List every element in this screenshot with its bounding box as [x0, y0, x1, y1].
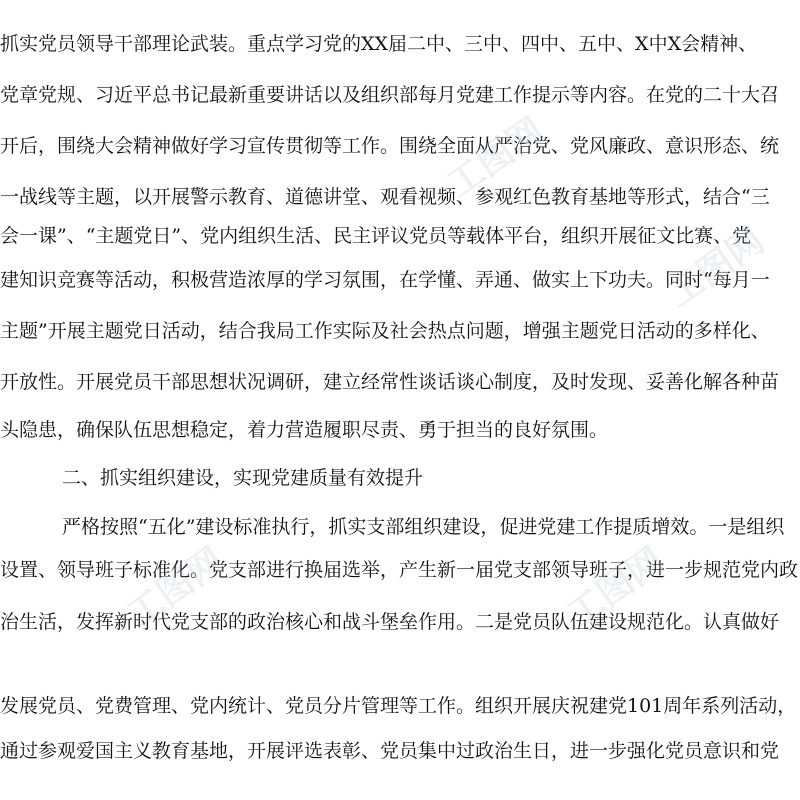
watermark: 工图网	[559, 540, 672, 636]
paragraph-line: 开后，围绕大会精神做好学习宣传贯彻等工作。围绕全面从严治党、党风廉政、意识形态、统	[0, 135, 780, 157]
paragraph-line: 会一课”、“主题党日”、党内组织生活、民主评议党员等载体平台，组织开展征文比赛、党	[0, 225, 752, 247]
paragraph-line: 治生活，发挥新时代党支部的政治核心和战斗堡垒作用。二是党员队伍建设规范化。认真做好	[0, 611, 780, 633]
watermark: 工图网	[659, 220, 772, 316]
watermark: 工图网	[119, 540, 232, 636]
paragraph-line: 抓实党员领导干部理论武装。重点学习党的XX届二中、三中、四中、五中、X中X会精神、	[0, 33, 758, 55]
paragraph-line: 设置、领导班子标准化。党支部进行换届选举，产生新一届党支部领导班子，进一步规范党内政	[0, 559, 799, 581]
paragraph-line: 发展党员、党费管理、党内统计、党员分片管理等工作。组织开展庆祝建党101周年系列活动，	[0, 695, 797, 717]
paragraph-line: 开放性。开展党员干部思想状况调研，建立经常性谈话谈心制度，及时发现、妥善化解各种苗	[0, 371, 780, 393]
paragraph-line: 严格按照“五化”建设标准执行，抓实支部组织建设，促进党建工作提质增效。一是组织	[62, 516, 785, 538]
paragraph-line: 党章党规、习近平总书记最新重要讲话以及组织部每月党建工作提示等内容。在党的二十大召	[0, 84, 780, 106]
section-heading: 二、抓实组织建设，实现党建质量有效提升	[62, 467, 424, 489]
paragraph-line: 一战线等主题，以开展警示教育、道德讲堂、观看视频、参观红色教育基地等形式，结合“三	[0, 186, 770, 208]
paragraph-line: 建知识竞赛等活动，积极营造浓厚的学习氛围，在学懂、弄通、做实上下功夫。同时“每月一	[0, 269, 770, 291]
paragraph-line: 主题”开展主题党日活动，结合我局工作实际及社会热点问题，增强主题党日活动的多样化、	[0, 320, 770, 342]
watermark: 工图网	[439, 110, 552, 206]
paragraph-line: 通过参观爱国主义教育基地，开展评选表彰、党员集中过政治生日，进一步强化党员意识和党	[0, 740, 780, 762]
paragraph-line: 头隐患，确保队伍思想稳定，着力营造履职尽责、勇于担当的良好氛围。	[0, 419, 609, 441]
